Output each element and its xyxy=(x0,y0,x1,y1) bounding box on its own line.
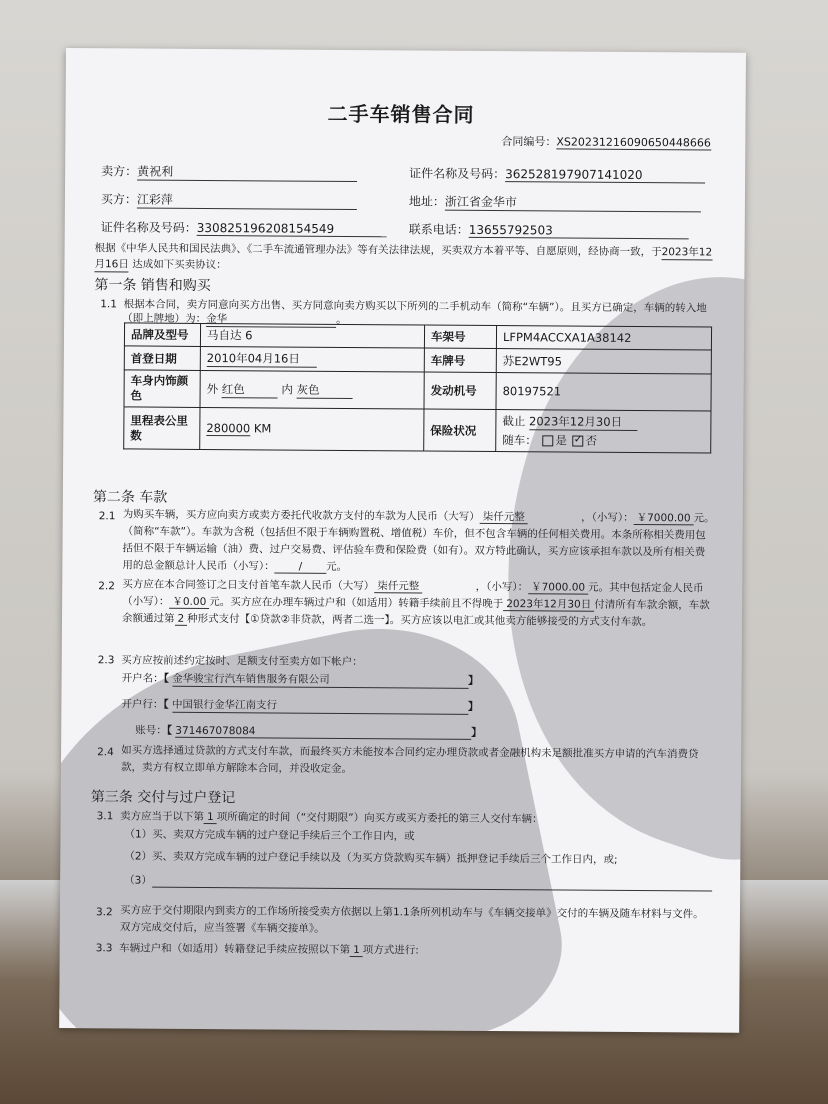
seller-name: 黄祝利 xyxy=(137,162,357,182)
mileage-value: 280000 KM xyxy=(200,407,424,451)
buyer-phone-row: 联系电话：13655792503 xyxy=(409,220,689,239)
p21-text: 为购买车辆，买方应向卖方或卖方委托代收款方支付的车款为人民币（大写） 柒仟元整 ，（小写）： ￥7000.00 元。（简称“车款”）。车款为含税（包括但不限于车辆购置税、增值税）车价，但不包含车辆的任何相关费用。本条所称相关费用包括但不限于车辆运输（油）费、过户交易费、评估验车费和保险费（如有）。双方特此确认，买方应该承担车款以及所有相关费用的总金额总计人民币（小写）： / 元。 xyxy=(122,508,715,573)
p21-num: 2.1 xyxy=(98,510,116,523)
bank-name: 中国银行金华江南支行 xyxy=(172,697,468,715)
contract-no-value: XS20231216090650448666 xyxy=(556,135,711,150)
account-number: 371467078084 xyxy=(175,725,471,740)
buyer-id-row: 证件名称及号码：330825196208154549 xyxy=(101,218,387,237)
seller-row: 卖方：黄祝利 xyxy=(101,162,357,182)
insurance-value: 截止 2023年12月30日 随车： 是 ✓ 否 xyxy=(496,410,711,453)
p31-option3: （3） xyxy=(124,872,712,891)
buyer-address: 浙江省金华市 xyxy=(445,193,701,213)
account-no-row: 账号：【 371467078084 】 xyxy=(135,724,482,739)
p24-text: 如买方选择通过贷款的方式支付车款，而最终买方未能按本合同约定办理贷款或者金融机构未足额批准买方申请的汽车消费贷款，卖方有权立即单方解除本合同，并没收定金。 xyxy=(120,744,699,776)
p33-line: 3.3 车辆过户和（如适用）转籍登记手续应按照以下第 1 项方式进行: xyxy=(95,942,419,957)
buyer-id-value: 330825196208154549 xyxy=(197,221,387,237)
transfer-place: 金华 xyxy=(206,311,336,328)
p31-option2: （2）买、卖双方完成车辆的过户登记手续以及（为买方贷款购买车辆）抵押登记手续后三个工作日内，或; xyxy=(124,850,618,866)
table-row: 里程表公里数 280000 KM 保险状况 截止 2023年12月30日 随车： 是 ✓ 否 xyxy=(124,407,711,453)
bank-row: 开户行：【 中国银行金华江南支行 】 xyxy=(121,698,479,713)
article3-heading: 第三条 交付与过户登记 xyxy=(90,789,236,807)
engine-value: 80197521 xyxy=(496,373,711,412)
buyer-address-row: 地址：浙江省金华市 xyxy=(409,192,701,212)
account-name: 金华骏宝行汽车销售服务有限公司 xyxy=(172,671,468,689)
article2-heading: 第二条 车款 xyxy=(92,489,168,506)
p22-text: 买方应在本合同签订之日支付首笔车款人民币（大写） 柒仟元整 ，（小写）： ￥7000.00 元。其中包括定金人民币（小写）： ￥0.00 元。买方应在办理车辆过户和（如适用）转籍手续前且不得晚于 2023年12月30日 付清所有车款余额，车款余额通过第 2 种形式支付【①贷款②非贷款，两者二选一】。买方应该以电汇或其他卖方能够接受的方式支付车款。 xyxy=(121,578,710,629)
buyer-name: 江彩萍 xyxy=(137,190,357,210)
p32-num: 3.2 xyxy=(95,906,113,919)
p11-line1: 1.1 根据本合同，卖方同意向买方出售、买方同意向卖方购买以下所列的二手机动车（简称“车辆”）。且买方已确定，车辆的转入地 xyxy=(100,298,707,315)
p31-option1: （1）买、卖双方完成车辆的过户登记手续后三个工作日内，或 xyxy=(124,828,415,843)
table-row: 品牌及型号 马自达 6 车架号 LFPM4ACCXA1A38142 xyxy=(124,323,711,350)
color-value: 外 红色 内 灰色 xyxy=(200,370,424,409)
vin-value: LFPM4ACCXA1A38142 xyxy=(496,326,711,351)
p24-num: 2.4 xyxy=(97,746,114,759)
p31-line: 3.1 卖方应当于以下第 1 项所确定的时间（“交付期限”）向买方或买方委托的第三人交付车辆： xyxy=(96,810,543,826)
preamble-line2: 月16日 达成如下买卖协议： xyxy=(94,258,227,272)
contract-paper xyxy=(59,48,746,1033)
preamble-line1: 根据《中华人民共和国民法典》、《二手车流通管理办法》等有关法律法规，买卖双方本着平等、自愿原则，经协商一致，于2023年12 xyxy=(94,242,713,259)
reg-date: 2010年04月16日 xyxy=(200,346,424,372)
plate-value: 苏E2WT95 xyxy=(496,349,711,375)
seller-id-row: 证件名称及号码：362528197907141020 xyxy=(409,164,705,183)
p23-line: 2.3 买方应按前述约定按时、足额支付至卖方如下帐户： xyxy=(97,654,363,669)
p32-text: 买方应于交付期限内到卖方的工作场所接受卖方依据以上第1.1条所列机动车与《车辆交接单》交付的车辆及随车材料与文件。双方完成交付后，应当签署《车辆交接单》。 xyxy=(119,904,704,935)
article1-heading: 第一条 销售和购买 xyxy=(94,277,211,295)
buyer-phone: 13655792503 xyxy=(469,223,689,240)
seller-id-value: 362528197907141020 xyxy=(505,167,705,183)
vehicle-table xyxy=(123,322,712,453)
account-name-row: 开户名：【 金华骏宝行汽车销售服务有限公司 】 xyxy=(121,672,479,687)
page-title: 二手车销售合同 xyxy=(327,101,475,127)
with-car-no-checkbox[interactable] xyxy=(573,436,584,447)
p22-num: 2.2 xyxy=(98,580,115,593)
brand-value: 马自达 6 xyxy=(200,323,424,348)
p11-line2: （即上牌地）为：金华 。 xyxy=(122,312,347,326)
table-row: 车身内饰颜色 外 红色 内 灰色 发动机号 80197521 xyxy=(124,370,711,411)
contract-no: 合同编号：XS20231216090650448666 xyxy=(501,135,711,150)
table-row: 首登日期 2010年04月16日 车牌号 苏E2WT95 xyxy=(124,346,711,374)
buyer-row: 买方：江彩萍 xyxy=(101,190,357,210)
with-car-yes-checkbox[interactable] xyxy=(542,435,553,446)
